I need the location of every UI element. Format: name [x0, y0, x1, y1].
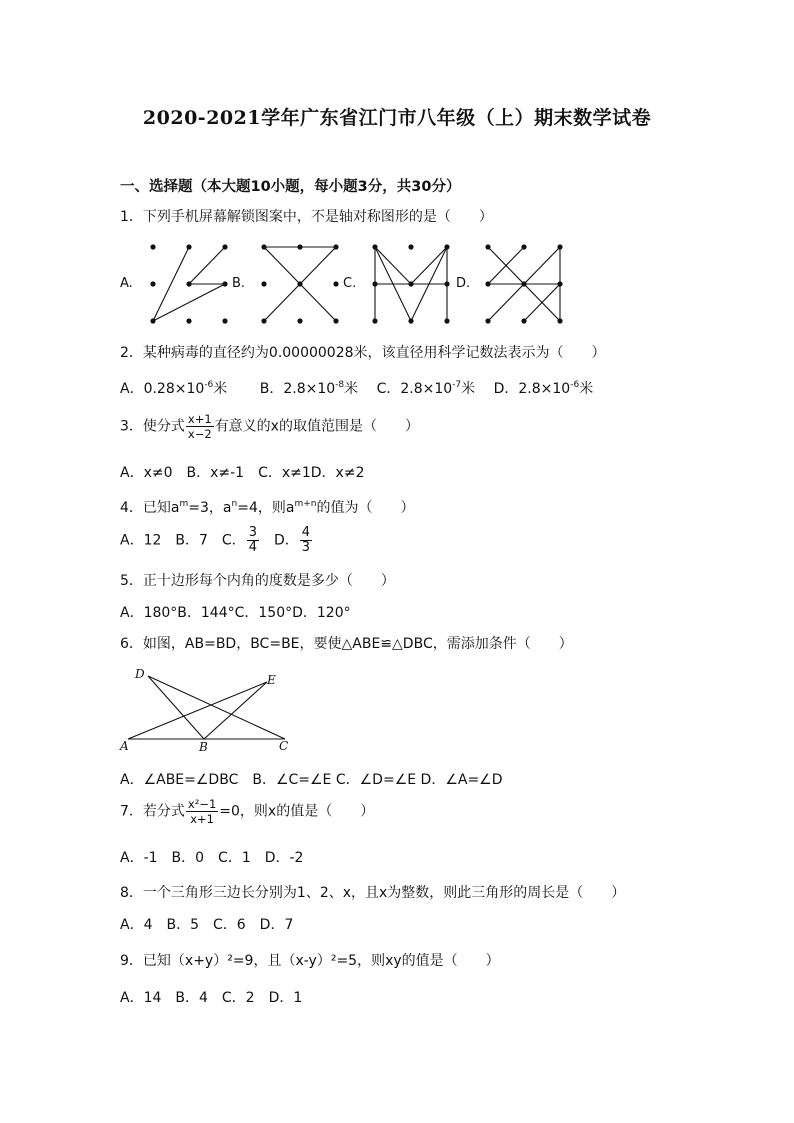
- point-label-b: B: [199, 740, 208, 754]
- question-4-stem: 4．已知$a^m=3$，$a^n=4$，则$a^{m+n}$的值为（ ）: [120, 499, 415, 516]
- question-4-options: A．12 B．7 C． $\frac{3}{4}$ D． $\frac{4}{3}$: [120, 525, 311, 555]
- question-1-stem: 1．下列手机屏幕解锁图案中，不是轴对称图形的是（ ）: [120, 209, 493, 225]
- question-6-stem: 6．如图，AB=BD，BC=BE，要使△ABE≌△DBC，需添加条件（ ）: [120, 636, 573, 652]
- option-b: B．$2.8\times 10^{-8}$米: [259, 380, 359, 397]
- question-7-stem: 7．若分式 $\frac{\text{x²−1}}{x+1}$ =0，则x的值是（ ）: [120, 797, 375, 826]
- question-5-stem: 5．正十边形每个内角的度数是多少（ ）: [120, 573, 395, 589]
- question-6-options: A．∠ABE=∠DBC B．∠C=∠E C．∠D=∠E D．∠A=∠D: [120, 772, 503, 788]
- point-label-d: D: [135, 667, 145, 681]
- fraction: $\frac{4}{3}$: [301, 525, 311, 555]
- option-d-label: D.: [456, 276, 471, 291]
- point-label-a: A: [120, 739, 129, 753]
- question-2-options: [120, 378, 593, 398]
- section-heading: 一、选择题（本大题10小题，每小题3分，共30分）: [120, 179, 461, 195]
- unlock-patterns-figure: [140, 240, 580, 332]
- question-9-stem: 9．已知（x+y）²=9，且（x-y）²=5，则xy的值是（ ）: [120, 953, 500, 969]
- page-title: 2020-2021学年广东省江门市八年级（上）期末数学试卷: [142, 107, 652, 129]
- question-2-stem: 2．某种病毒的直径约为0.00000028米，该直径用科学记数法表示为（ ）: [120, 345, 606, 361]
- fraction: $\frac{3}{4}$: [248, 525, 257, 555]
- option-d: D．$2.8\times 10^{-6}$米: [493, 380, 594, 397]
- point-label-c: C: [279, 739, 289, 753]
- option-b-label: B.: [232, 276, 246, 291]
- option-a-label: A.: [120, 276, 133, 291]
- question-8-stem: 8．一个三角形三边长分别为1、2、x，且x为整数，则此三角形的周长是（ ）: [120, 885, 626, 901]
- option-c-label: C.: [343, 276, 357, 291]
- question-7-options: A．-1 B．0 C．1 D．-2: [120, 850, 304, 866]
- fraction: $\frac{x+1}{x-2}$: [187, 412, 212, 441]
- question-3-options: A．x≠0 B．x≠-1 C．x≠1D．x≠2: [120, 465, 365, 481]
- question-3-stem: 3．使分式 $\frac{x+1}{x-2}$ 有意义的x的取值范围是（ ）: [120, 412, 419, 441]
- question-9-options: A．14 B．4 C．2 D．1: [120, 990, 303, 1006]
- fraction: $\frac{\text{x²−1}}{x+1}$: [187, 797, 217, 826]
- option-c: C．$2.8\times 10^{-7}$米: [376, 380, 476, 397]
- triangle-figure: [115, 662, 300, 754]
- point-label-e: E: [267, 673, 276, 687]
- option-a: A．$0.28\times 10^{-6}$米: [120, 380, 228, 397]
- question-8-options: A．4 B．5 C．6 D．7: [120, 917, 294, 933]
- question-5-options: A．180°B．144°C．150°D．120°: [120, 605, 351, 621]
